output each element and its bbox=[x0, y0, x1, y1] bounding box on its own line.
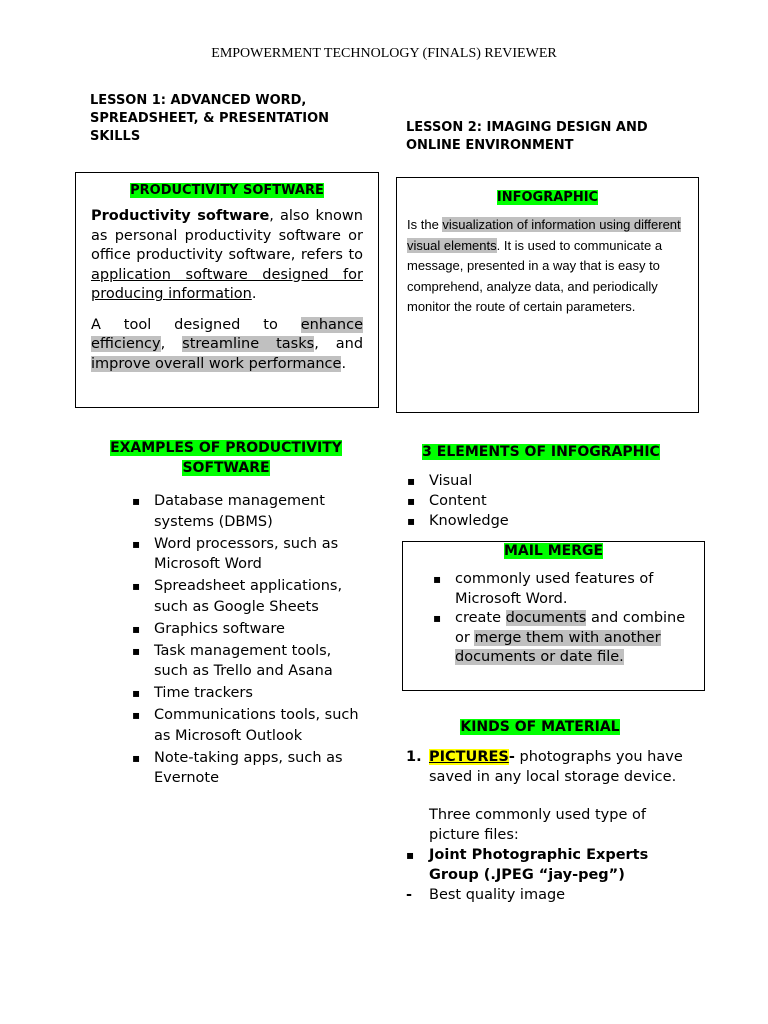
list-item: ▪ Task management tools, such as Trello and Asana bbox=[154, 641, 364, 682]
productivity-purpose: A tool designed to enhance efficiency, streamline tasks, and improve overall work performance. bbox=[91, 316, 364, 372]
productivity-software-heading: PRODUCTIVITY SOFTWARE bbox=[130, 183, 324, 198]
lesson-1-title: LESSON 1: ADVANCED WORD, SPREADSHEET, & PRESENTATION SKILLS bbox=[90, 93, 330, 144]
list-item: ▪ Note-taking apps, such as Evernote bbox=[154, 748, 364, 789]
page-title: EMPOWERMENT TECHNOLOGY (FINALS) REVIEWER bbox=[211, 46, 557, 61]
infographic-heading: INFOGRAPHIC bbox=[496, 190, 599, 205]
jpeg-item: Joint Photographic Experts Group (.JPEG “jay-peg”) bbox=[429, 847, 649, 883]
elements-heading: 3 ELEMENTS OF INFOGRAPHIC bbox=[422, 444, 660, 460]
bullet-icon: ▪ bbox=[406, 848, 415, 862]
productivity-definition: Productivity software, also known as personal productivity software or office productivity software, refers to application software designed for producing information. bbox=[91, 208, 363, 302]
list-item: ▪ Visual bbox=[429, 471, 629, 491]
jpeg-description: Best quality image bbox=[429, 887, 566, 903]
list-item: ▪ Content bbox=[429, 491, 629, 511]
examples-heading: EXAMPLES OF PRODUCTIVITY SOFTWARE bbox=[110, 440, 342, 476]
elements-list bbox=[429, 471, 629, 531]
list-item: ▪ Word processors, such as Microsoft Word bbox=[154, 534, 364, 575]
infographic-box bbox=[396, 177, 699, 413]
list-number: 1. bbox=[406, 749, 422, 765]
kinds-heading: KINDS OF MATERIAL bbox=[460, 719, 620, 735]
list-item: ▪ Database management systems (DBMS) bbox=[154, 491, 364, 532]
list-item: ▪ Spreadsheet applications, such as Google Sheets bbox=[154, 576, 364, 617]
examples-list bbox=[154, 491, 364, 790]
list-item: ▪ Time trackers bbox=[154, 683, 364, 704]
dash-marker: - bbox=[406, 887, 413, 903]
list-item: ▪ create documents and combine or merge them with another documents or date file. bbox=[455, 609, 687, 668]
list-item: ▪ commonly used features of Microsoft Word. bbox=[455, 570, 687, 609]
productivity-software-box bbox=[75, 172, 379, 408]
pictures-term: PICTURES bbox=[429, 749, 509, 765]
list-item: ▪ Communications tools, such as Microsoft Outlook bbox=[154, 705, 364, 746]
mail-merge-list bbox=[455, 570, 687, 668]
pictures-section: 1. PICTURES- photographs you have saved in any local storage device. Three commonly used type of picture files: ▪ Joint Photographic Experts Group (.JPEG “jay-peg”) - Best quality image bbox=[406, 747, 686, 905]
lesson-2-title: LESSON 2: IMAGING DESIGN AND ONLINE ENVIRONMENT bbox=[406, 120, 648, 153]
list-item: ▪ Knowledge bbox=[429, 511, 629, 531]
infographic-definition: Is the visualization of information using different visual elements. It is used to communicate a message, presented in a way that is easy to comprehend, analyze data, and periodically monitor the route of certain parameters. bbox=[407, 217, 681, 314]
mail-merge-heading: MAIL MERGE bbox=[503, 543, 604, 559]
picture-types-intro: Three commonly used type of picture files: bbox=[429, 807, 646, 843]
list-item: ▪ Graphics software bbox=[154, 619, 364, 640]
